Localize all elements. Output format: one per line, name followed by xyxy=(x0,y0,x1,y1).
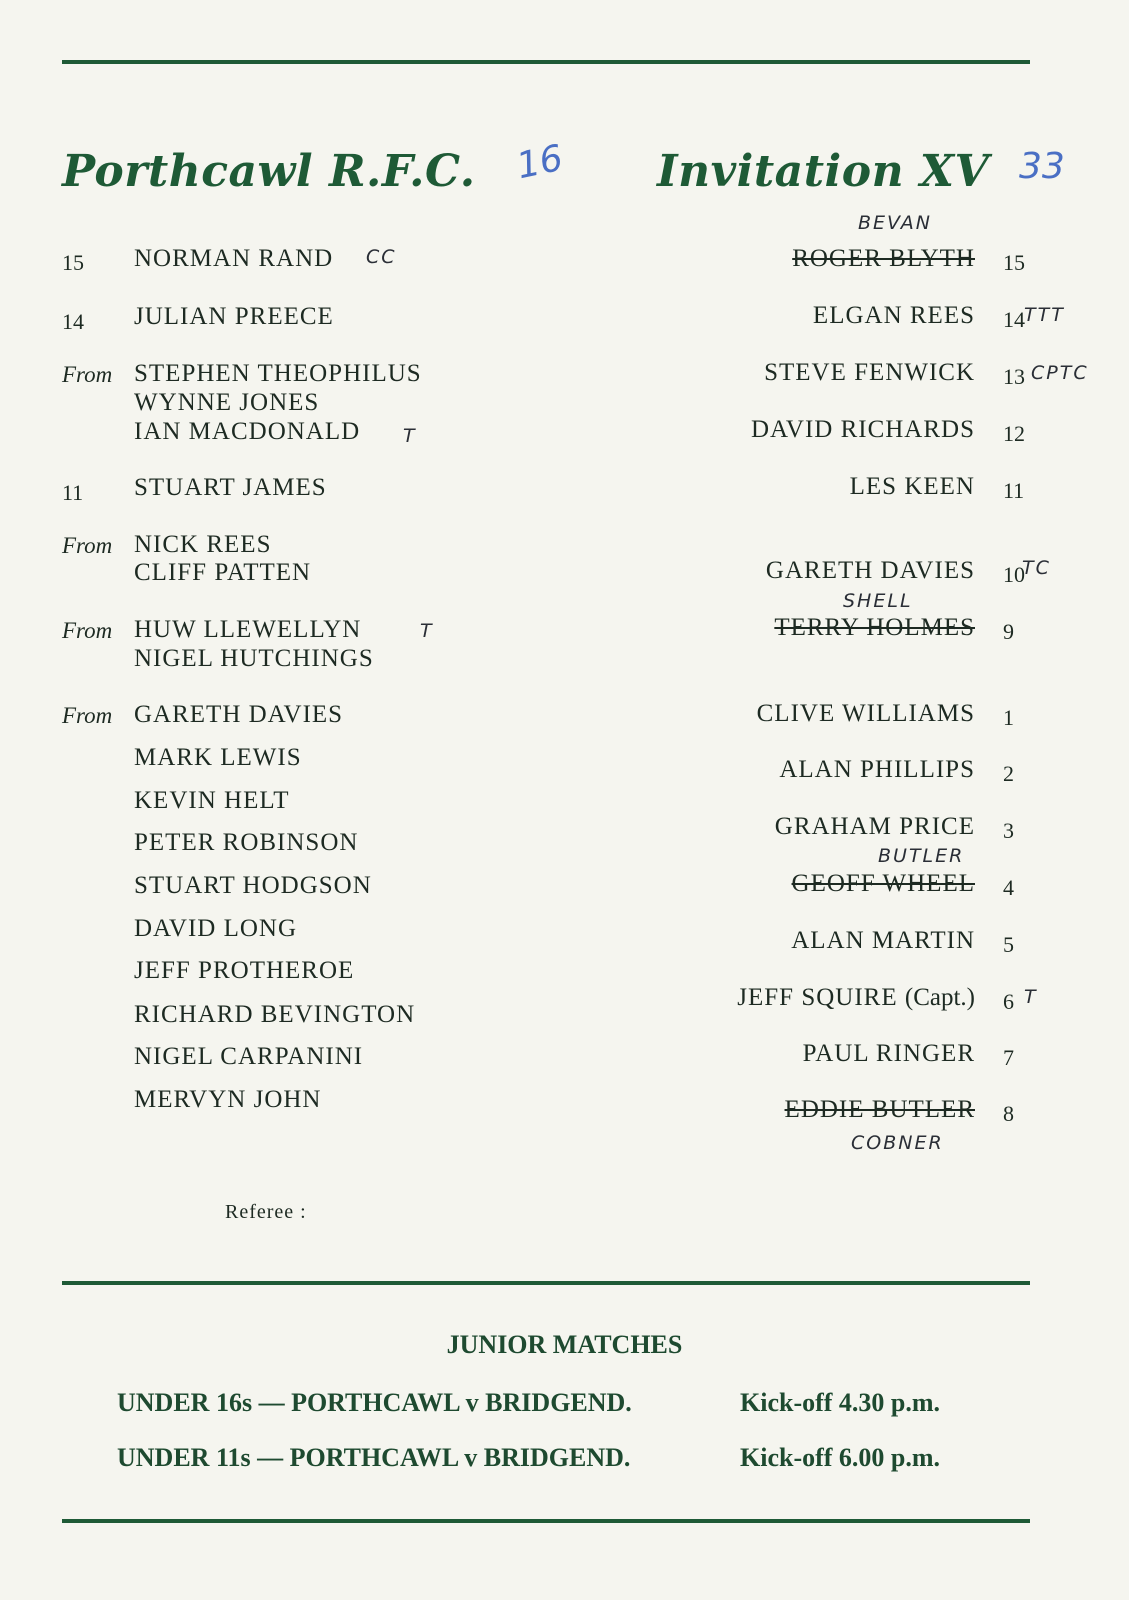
player-name: GRAHAM PRICE xyxy=(774,813,975,840)
player-name: ELGAN REES xyxy=(812,302,975,329)
junior-kickoff: Kick-off 4.30 p.m. xyxy=(740,1388,941,1417)
player-name: STEPHEN THEOPHILUS xyxy=(134,360,422,387)
player-number: 6 xyxy=(1003,989,1014,1014)
handwritten-note: T xyxy=(420,620,434,642)
away-score: 33 xyxy=(1019,146,1065,187)
junior-fixture: UNDER 16s — PORTHCAWL v BRIDGEND. xyxy=(117,1388,632,1417)
player-number: 8 xyxy=(1003,1101,1014,1126)
junior-fixture: UNDER 11s — PORTHCAWL v BRIDGEND. xyxy=(117,1443,631,1472)
player-number: 13 xyxy=(1003,364,1025,389)
player-name: STEVE FENWICK xyxy=(764,359,975,386)
player-name: ALAN PHILLIPS xyxy=(779,756,975,783)
player-name: RICHARD BEVINGTON xyxy=(134,1001,416,1028)
player-name: PAUL RINGER xyxy=(802,1040,975,1067)
player-number: 9 xyxy=(1003,619,1014,644)
player-name: IAN MACDONALD xyxy=(134,418,361,445)
player-number: 11 xyxy=(1003,478,1025,503)
from-label: From xyxy=(62,533,113,558)
player-number: 7 xyxy=(1003,1045,1014,1070)
from-label: From xyxy=(62,618,113,643)
handwritten-replacement: BUTLER xyxy=(878,845,965,867)
handwritten-replacement: COBNER xyxy=(851,1132,944,1154)
player-number: 14 xyxy=(62,309,84,334)
referee-label: Referee : xyxy=(225,1201,307,1223)
handwritten-replacement: BEVAN xyxy=(858,212,932,234)
player-name: GARETH DAVIES xyxy=(134,701,344,728)
player-name: ALAN MARTIN xyxy=(791,927,975,954)
player-name: MARK LEWIS xyxy=(134,744,302,771)
player-name: JEFF PROTHEROE xyxy=(134,957,355,984)
handwritten-note: T xyxy=(1024,986,1038,1008)
handwritten-note: CC xyxy=(366,246,397,268)
player-name: NORMAN RAND xyxy=(134,245,334,272)
player-name: DAVID RICHARDS xyxy=(751,416,975,443)
player-name: LES KEEN xyxy=(849,473,975,500)
player-name: NIGEL CARPANINI xyxy=(134,1043,364,1070)
captain-marker: (Capt.) xyxy=(904,984,975,1011)
player-name: CLIVE WILLIAMS xyxy=(756,700,975,727)
player-name: JULIAN PREECE xyxy=(134,303,334,330)
player-name: NIGEL HUTCHINGS xyxy=(134,645,374,672)
player-name: GEOFF WHEEL xyxy=(791,870,975,897)
player-number: 3 xyxy=(1003,818,1014,843)
player-number: 10 xyxy=(1003,562,1025,587)
middle-rule xyxy=(62,1281,1030,1285)
player-name: STUART HODGSON xyxy=(134,872,372,899)
home-score: 16 xyxy=(513,137,567,188)
player-number: 15 xyxy=(62,250,84,275)
handwritten-replacement: SHELL xyxy=(843,590,913,612)
player-number: 2 xyxy=(1003,761,1014,786)
handwritten-note: T xyxy=(403,425,417,447)
player-number: 1 xyxy=(1003,705,1014,730)
from-label: From xyxy=(62,362,113,387)
player-name: STUART JAMES xyxy=(134,474,327,501)
player-name: ROGER BLYTH xyxy=(792,245,975,272)
player-number: 4 xyxy=(1003,875,1014,900)
player-name: HUW LLEWELLYN xyxy=(134,616,362,643)
player-name: EDDIE BUTLER xyxy=(784,1096,975,1123)
away-team-title: Invitation XV xyxy=(657,146,990,197)
player-name: TERRY HOLMES xyxy=(774,614,975,641)
handwritten-note: CPTC xyxy=(1031,362,1089,384)
player-number: 11 xyxy=(62,480,84,505)
junior-match xyxy=(117,1443,941,1473)
junior-matches-heading: JUNIOR MATCHES xyxy=(446,1330,683,1359)
junior-kickoff: Kick-off 6.00 p.m. xyxy=(740,1443,941,1472)
player-name: NICK REES xyxy=(134,531,272,558)
player-name: PETER ROBINSON xyxy=(134,829,359,856)
player-name: JEFF SQUIRE xyxy=(737,984,898,1011)
player-name: CLIFF PATTEN xyxy=(134,559,312,586)
handwritten-note: TTT xyxy=(1024,304,1065,326)
handwritten-note: TC xyxy=(1022,557,1051,579)
player-name: DAVID LONG xyxy=(134,915,298,942)
player-number: 12 xyxy=(1003,421,1025,446)
top-rule xyxy=(62,60,1030,64)
player-name-captain xyxy=(737,984,975,1012)
player-number: 14 xyxy=(1003,307,1025,332)
player-number: 15 xyxy=(1003,250,1025,275)
player-name: KEVIN HELT xyxy=(134,787,290,814)
player-number: 5 xyxy=(1003,932,1014,957)
player-name: MERVYN JOHN xyxy=(134,1086,322,1113)
player-name: GARETH DAVIES xyxy=(765,557,975,584)
from-label: From xyxy=(62,703,113,728)
junior-match xyxy=(117,1388,941,1418)
home-team-title: Porthcawl R.F.C. xyxy=(62,146,476,197)
player-name: WYNNE JONES xyxy=(134,389,320,416)
bottom-rule xyxy=(62,1519,1030,1523)
